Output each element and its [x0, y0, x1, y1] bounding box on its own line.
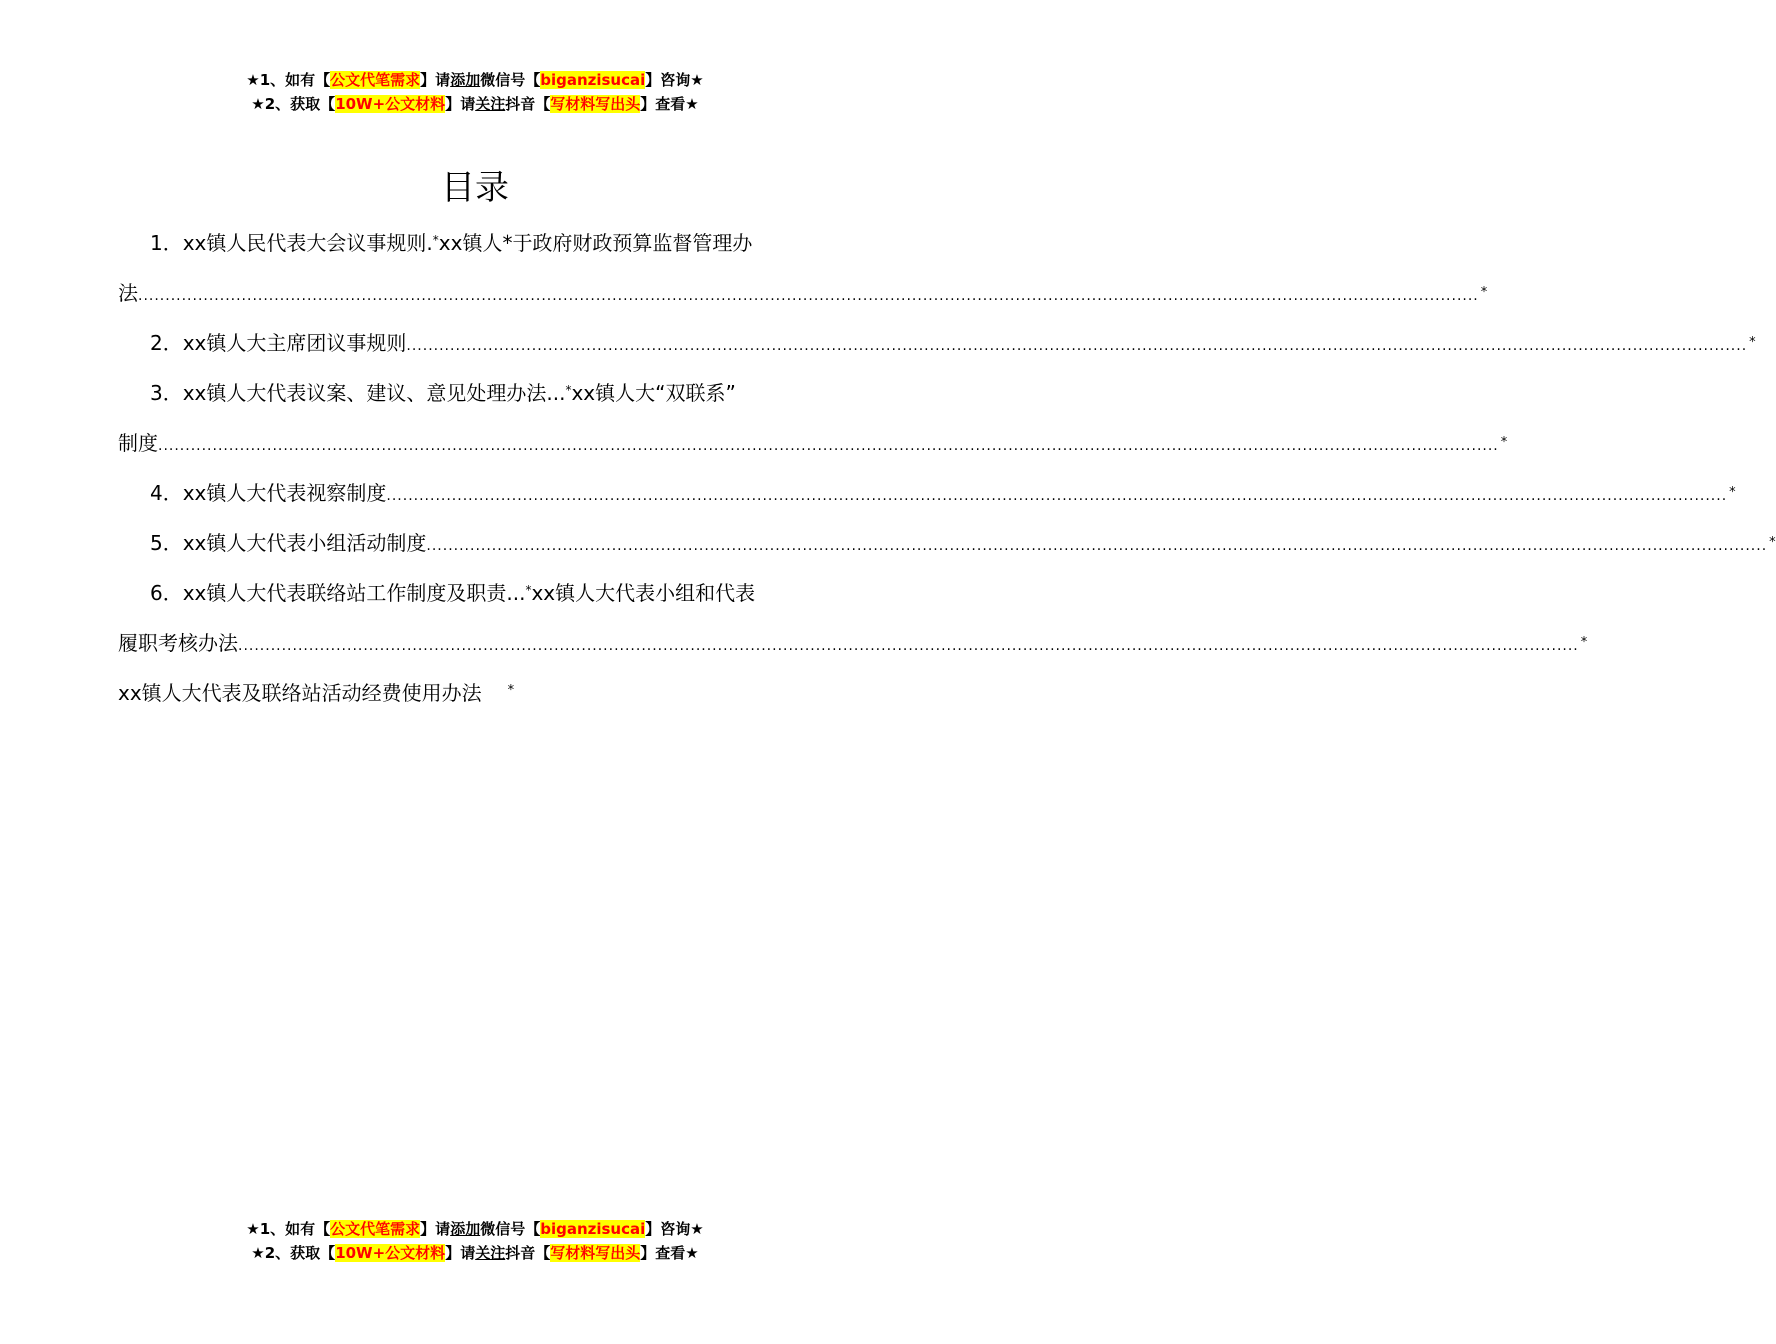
page-number: * — [1480, 285, 1488, 300]
table-of-contents — [118, 218, 1776, 718]
toc-item-1[interactable]: 1．xx镇人民代表大会议事规则.*xx镇人*于政府财政预算监督管理办 — [150, 231, 753, 255]
highlight-douyin: 写材料写出头 — [550, 95, 641, 113]
banner-line-1: ★1、如有【公文代笔需求】请添加微信号【biganzisucai】咨询★ — [246, 1220, 704, 1238]
toc-item-5[interactable]: 5．xx镇人大代表小组活动制度 ...................................................................................................................................................................................................................................................... * — [118, 518, 832, 568]
page-number: * — [507, 683, 515, 698]
toc-item-1-cont[interactable]: 法 ...................................................................................................................................................................................................................................................... * — [118, 268, 832, 318]
toc-item-4[interactable]: 4．xx镇人大代表视察制度 ...................................................................................................................................................................................................................................................... * — [118, 468, 832, 518]
page-number: * — [1769, 535, 1776, 550]
toc-item-3[interactable]: 3．xx镇人大代表议案、建议、意见处理办法...*xx镇人大“双联系” — [150, 381, 736, 405]
page-number: * — [1500, 435, 1508, 450]
toc-item-2[interactable]: 2．xx镇人大主席团议事规则 ...................................................................................................................................................................................................................................................... * — [118, 318, 832, 368]
footer-banner — [0, 1217, 950, 1265]
header-banner — [0, 68, 950, 116]
toc-item-6-cont[interactable]: 履职考核办法 ...................................................................................................................................................................................................................................................... * — [118, 618, 832, 668]
banner-line-2: ★2、获取【10W+公文材料】请关注抖音【写材料写出头】查看★ — [251, 95, 699, 113]
highlight-service: 公文代笔需求 — [330, 1220, 421, 1238]
page-number: * — [1580, 635, 1588, 650]
page-number: * — [1729, 485, 1736, 500]
banner-line-1: ★1、如有【公文代笔需求】请添加微信号【biganzisucai】咨询★ — [246, 71, 704, 89]
highlight-materials: 10W+公文材料 — [335, 1244, 446, 1262]
highlight-douyin: 写材料写出头 — [550, 1244, 641, 1262]
highlight-materials: 10W+公文材料 — [335, 95, 446, 113]
toc-item-7[interactable]: xx镇人大代表及联络站活动经费使用办法 * — [118, 681, 515, 705]
page-title: 目录 — [441, 168, 509, 208]
highlight-wechat-id: biganzisucai — [540, 71, 646, 89]
banner-line-2: ★2、获取【10W+公文材料】请关注抖音【写材料写出头】查看★ — [251, 1244, 699, 1262]
highlight-wechat-id: biganzisucai — [540, 1220, 646, 1238]
toc-item-3-cont[interactable]: 制度 ...................................................................................................................................................................................................................................................... * — [118, 418, 832, 468]
toc-item-6[interactable]: 6．xx镇人大代表联络站工作制度及职责...*xx镇人大代表小组和代表 — [150, 581, 756, 605]
highlight-service: 公文代笔需求 — [330, 71, 421, 89]
page-number: * — [1749, 335, 1756, 350]
